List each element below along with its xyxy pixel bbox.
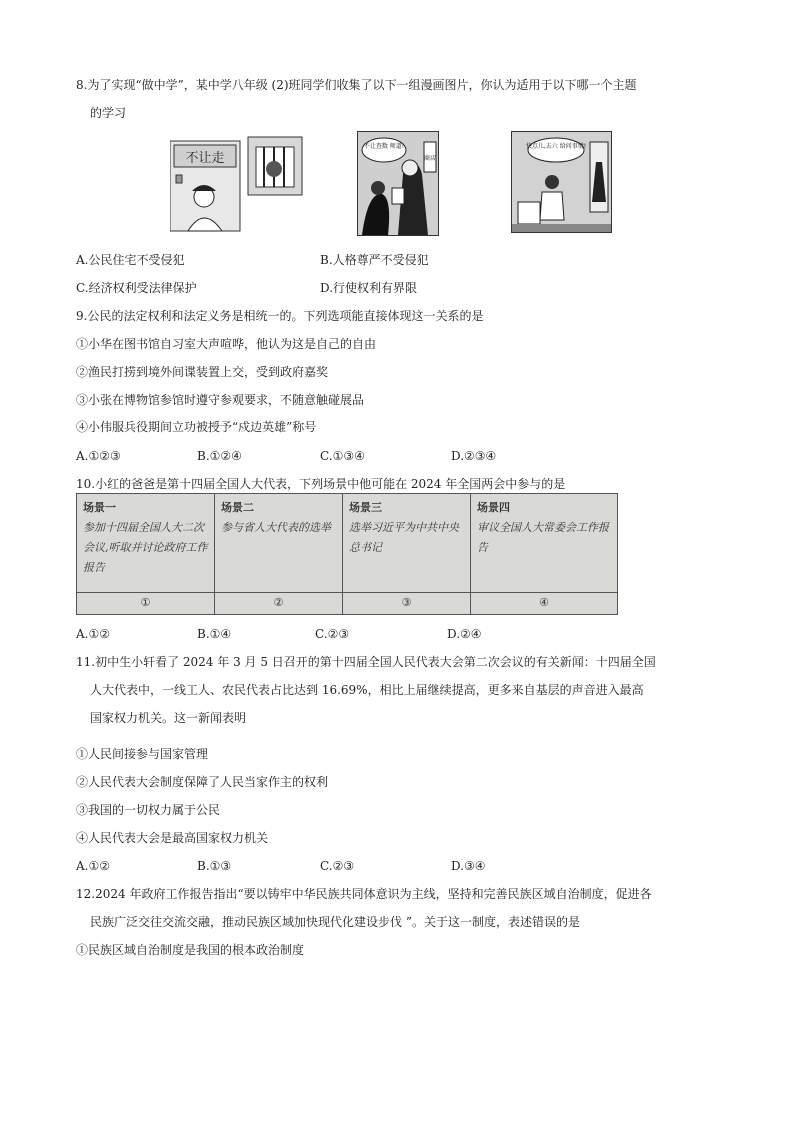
scene-4-head: 场景四 — [477, 501, 510, 514]
q8-option-b[interactable]: B.人格尊严不受侵犯 — [320, 253, 429, 267]
q9-option-c[interactable]: C.①③④ — [320, 449, 365, 463]
q9-option-d[interactable]: D.②③④ — [451, 449, 497, 463]
scene-4-text: 审议全国人大常委会工作报告 — [477, 521, 609, 554]
scene-4-num: ④ — [471, 592, 618, 614]
q11-option-c[interactable]: C.②③ — [320, 859, 355, 873]
q9-stem: 9.公民的法定权利和法定义务是相统一的。下列选项能直接体现这一关系的是 — [76, 309, 484, 323]
scene-2-head: 场景二 — [221, 501, 254, 514]
scene-1-text: 参加十四届全国人大二次会议,听取并讨论政府工作报告 — [83, 521, 208, 574]
scene-cell-2 — [215, 494, 343, 593]
q11-option-b[interactable]: B.①③ — [197, 859, 232, 873]
q11-item-1: ①人民间接参与国家管理 — [76, 747, 209, 761]
comic3-bubble-text: 快点儿,去六 给问事情! — [525, 143, 587, 150]
scene-3-head: 场景三 — [349, 501, 382, 514]
q10-option-b[interactable]: B.①④ — [197, 627, 232, 641]
scene-table — [76, 493, 618, 615]
scene-1-num: ① — [77, 592, 215, 614]
q11-stem-line1: 11.初中生小轩看了 2024 年 3 月 5 日召开的第十四届全国人民代表大会第二次会议的有关新闻：十四届全国 — [76, 655, 656, 669]
q11-stem-line3: 国家权力机关。这一新闻表明 — [90, 711, 247, 725]
scene-3-text: 选举习近平为中共中央总书记 — [349, 521, 459, 554]
comic2-sign-text: 商店 — [423, 155, 437, 162]
q9-item-2: ②渔民打捞到境外间谍装置上交，受到政府嘉奖 — [76, 365, 329, 379]
scene-1-head: 场景一 — [83, 501, 116, 514]
q8-option-d[interactable]: D.行使权利有界限 — [320, 281, 418, 295]
q11-item-3: ③我国的一切权力属于公民 — [76, 803, 221, 817]
q10-option-c[interactable]: C.②③ — [315, 627, 350, 641]
comic-image-2 — [357, 131, 439, 236]
scene-cell-4 — [471, 494, 618, 593]
comic-image-1 — [170, 135, 304, 233]
q8-stem-line1: 8.为了实现“做中学”，某中学八年级 (2)班同学们收集了以下一组漫画图片，你认为适用于以下哪一个主题 — [76, 78, 637, 92]
scene-cell-3 — [343, 494, 471, 593]
q12-item-1: ①民族区域自治制度是我国的根本政治制度 — [76, 943, 305, 957]
q11-item-2: ②人民代表大会制度保障了人民当家作主的权利 — [76, 775, 329, 789]
q9-option-a[interactable]: A.①②③ — [76, 449, 121, 463]
q8-option-c[interactable]: C.经济权利受法律保护 — [76, 281, 197, 295]
q11-option-a[interactable]: A.①② — [76, 859, 110, 873]
scene-2-num: ② — [215, 592, 343, 614]
q11-stem-line2: 人大代表中，一线工人、农民代表占比达到 16.69%，相比上届继续提高，更多来自基层的声音进入最高 — [90, 683, 644, 697]
q8-stem-line2: 的学习 — [90, 106, 127, 120]
q9-option-b[interactable]: B.①②④ — [197, 449, 242, 463]
q9-item-3: ③小张在博物馆参馆时遵守参观要求，不随意触碰展品 — [76, 393, 365, 407]
q10-stem: 10.小红的爸爸是第十四届全国人大代表，下列场景中他可能在 2024 年全国两会中参与的是 — [76, 477, 566, 491]
comic-image-3 — [511, 131, 612, 233]
q10-option-d[interactable]: D.②④ — [447, 627, 482, 641]
scene-3-num: ③ — [343, 592, 471, 614]
comic1-sign-text: 不让走 — [185, 151, 225, 166]
q12-stem-line1: 12.2024 年政府工作报告指出“要以铸牢中华民族共同体意识为主线，坚持和完善民族区域自治制度，促进各 — [76, 887, 652, 901]
scene-2-text: 参与省人大代表的选举 — [221, 521, 331, 534]
q11-option-d[interactable]: D.③④ — [451, 859, 486, 873]
scene-cell-1 — [77, 494, 215, 593]
q10-option-a[interactable]: A.①② — [76, 627, 110, 641]
q9-item-4: ④小伟服兵役期间立功被授予“戍边英雄”称号 — [76, 420, 317, 434]
q11-item-4: ④人民代表大会是最高国家权力机关 — [76, 831, 269, 845]
q9-item-1: ①小华在图书馆自习室大声喧哗，他认为这是自己的自由 — [76, 337, 377, 351]
q8-option-a[interactable]: A.公民住宅不受侵犯 — [76, 253, 185, 267]
comic2-bubble-text: 不让查数 师道! — [363, 143, 405, 150]
q12-stem-line2: 民族广泛交往交流交融，推动民族区域加快现代化建设步伐 ”。关于这一制度，表述错误的是 — [90, 915, 580, 929]
